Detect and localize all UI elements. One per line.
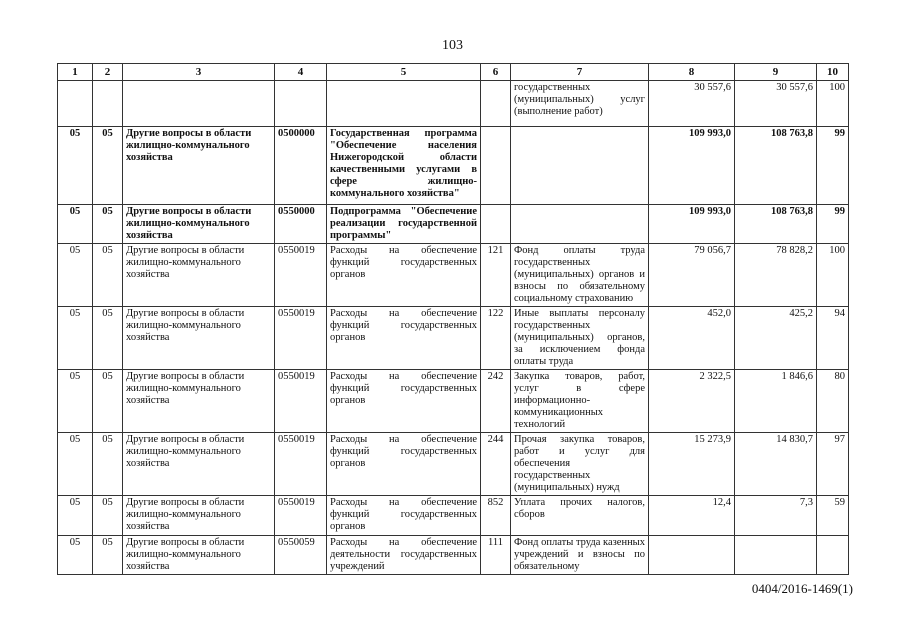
article-name-cell: Расходы на обеспечение функций государственных органов <box>327 370 481 433</box>
section-code-cell: 05 <box>58 536 93 575</box>
target-article-cell: 0550019 <box>275 433 327 496</box>
executed-amount-cell: 14 830,7 <box>735 433 817 496</box>
article-name-cell: Расходы на обеспечение функций государственных органов <box>327 433 481 496</box>
target-article-cell: 0550019 <box>275 370 327 433</box>
article-name-cell: Подпрограмма "Обеспечение реализации государственной программы" <box>327 205 481 244</box>
percent-cell: 94 <box>817 307 849 370</box>
section-name-cell: Другие вопросы в области жилищно-коммунального хозяйства <box>123 433 275 496</box>
article-name-cell: Расходы на обеспечение функций государственных органов <box>327 307 481 370</box>
planned-amount-cell: 30 557,6 <box>649 81 735 127</box>
expense-type-code-cell: 852 <box>481 496 511 536</box>
subsection-code-cell: 05 <box>93 433 123 496</box>
section-name-cell: Другие вопросы в области жилищно-коммунального хозяйства <box>123 536 275 575</box>
subsection-code-cell: 05 <box>93 244 123 307</box>
section-name-cell: Другие вопросы в области жилищно-коммунального хозяйства <box>123 370 275 433</box>
subsection-code-cell <box>93 81 123 127</box>
header-cell: 2 <box>93 64 123 81</box>
header-cell: 4 <box>275 64 327 81</box>
subsection-code-cell: 05 <box>93 127 123 205</box>
executed-amount-cell: 108 763,8 <box>735 205 817 244</box>
expense-type-code-cell: 244 <box>481 433 511 496</box>
expense-type-name-cell: Фонд оплаты труда государственных (муниципальных) органов и взносы по обязательному социальному страхованию <box>511 244 649 307</box>
article-name-cell: Расходы на обеспечение функций государственных органов <box>327 496 481 536</box>
table-row <box>58 244 849 307</box>
article-name-cell <box>327 81 481 127</box>
budget-table <box>57 63 849 575</box>
section-name-cell <box>123 81 275 127</box>
header-cell: 10 <box>817 64 849 81</box>
executed-amount-cell: 30 557,6 <box>735 81 817 127</box>
header-cell: 3 <box>123 64 275 81</box>
target-article-cell: 0550019 <box>275 244 327 307</box>
header-row <box>58 64 849 81</box>
subsection-code-cell: 05 <box>93 536 123 575</box>
executed-amount-cell: 7,3 <box>735 496 817 536</box>
table-row <box>58 127 849 205</box>
table-row <box>58 433 849 496</box>
section-code-cell: 05 <box>58 370 93 433</box>
executed-amount-cell <box>735 536 817 575</box>
expense-type-code-cell: 122 <box>481 307 511 370</box>
expense-type-code-cell: 121 <box>481 244 511 307</box>
planned-amount-cell: 15 273,9 <box>649 433 735 496</box>
expense-type-name-cell: государственных (муниципальных) услуг (выполнение работ) <box>511 81 649 127</box>
table-row <box>58 205 849 244</box>
table-row <box>58 81 849 127</box>
target-article-cell: 0550019 <box>275 496 327 536</box>
expense-type-code-cell: 111 <box>481 536 511 575</box>
section-name-cell: Другие вопросы в области жилищно-коммунального хозяйства <box>123 496 275 536</box>
subsection-code-cell: 05 <box>93 496 123 536</box>
section-name-cell: Другие вопросы в области жилищно-коммунального хозяйства <box>123 307 275 370</box>
percent-cell: 100 <box>817 81 849 127</box>
planned-amount-cell: 452,0 <box>649 307 735 370</box>
target-article-cell: 0550019 <box>275 307 327 370</box>
target-article-cell <box>275 81 327 127</box>
executed-amount-cell: 78 828,2 <box>735 244 817 307</box>
subsection-code-cell: 05 <box>93 307 123 370</box>
section-name-cell: Другие вопросы в области жилищно-коммунального хозяйства <box>123 244 275 307</box>
target-article-cell: 0550059 <box>275 536 327 575</box>
table-row <box>58 370 849 433</box>
section-name-cell: Другие вопросы в области жилищно-коммунального хозяйства <box>123 205 275 244</box>
expense-type-code-cell: 242 <box>481 370 511 433</box>
target-article-cell: 0500000 <box>275 127 327 205</box>
section-code-cell: 05 <box>58 127 93 205</box>
section-code-cell: 05 <box>58 244 93 307</box>
subsection-code-cell: 05 <box>93 370 123 433</box>
section-code-cell: 05 <box>58 433 93 496</box>
table-row <box>58 536 849 575</box>
section-code-cell: 05 <box>58 307 93 370</box>
expense-type-name-cell: Закупка товаров, работ, услуг в сфере информационно-коммуникационных технологий <box>511 370 649 433</box>
table-row <box>58 496 849 536</box>
article-name-cell: Расходы на обеспечение функций государственных органов <box>327 244 481 307</box>
header-cell: 1 <box>58 64 93 81</box>
page-number: 103 <box>442 38 463 53</box>
planned-amount-cell: 109 993,0 <box>649 127 735 205</box>
planned-amount-cell: 2 322,5 <box>649 370 735 433</box>
expense-type-name-cell <box>511 205 649 244</box>
header-cell: 7 <box>511 64 649 81</box>
header-cell: 6 <box>481 64 511 81</box>
document-code: 0404/2016-1469(1) <box>751 581 853 596</box>
table-row <box>58 307 849 370</box>
expense-type-name-cell <box>511 127 649 205</box>
header-cell: 8 <box>649 64 735 81</box>
percent-cell: 59 <box>817 496 849 536</box>
expense-type-name-cell: Прочая закупка товаров, работ и услуг для обеспечения государственных (муниципальных) нужд <box>511 433 649 496</box>
header-cell: 5 <box>327 64 481 81</box>
subsection-code-cell: 05 <box>93 205 123 244</box>
planned-amount-cell: 109 993,0 <box>649 205 735 244</box>
expense-type-code-cell <box>481 127 511 205</box>
percent-cell: 80 <box>817 370 849 433</box>
planned-amount-cell: 12,4 <box>649 496 735 536</box>
percent-cell: 99 <box>817 127 849 205</box>
planned-amount-cell <box>649 536 735 575</box>
section-code-cell: 05 <box>58 496 93 536</box>
expense-type-name-cell: Иные выплаты персоналу государственных (муниципальных) органов, за исключением фонда оплаты труда <box>511 307 649 370</box>
percent-cell <box>817 536 849 575</box>
executed-amount-cell: 425,2 <box>735 307 817 370</box>
executed-amount-cell: 108 763,8 <box>735 127 817 205</box>
percent-cell: 99 <box>817 205 849 244</box>
article-name-cell: Расходы на обеспечение деятельности государственных учреждений <box>327 536 481 575</box>
target-article-cell: 0550000 <box>275 205 327 244</box>
expense-type-code-cell <box>481 205 511 244</box>
expense-type-name-cell: Уплата прочих налогов, сборов <box>511 496 649 536</box>
percent-cell: 100 <box>817 244 849 307</box>
section-code-cell <box>58 81 93 127</box>
table-body <box>58 81 849 575</box>
planned-amount-cell: 79 056,7 <box>649 244 735 307</box>
section-code-cell: 05 <box>58 205 93 244</box>
section-name-cell: Другие вопросы в области жилищно-коммунального хозяйства <box>123 127 275 205</box>
percent-cell: 97 <box>817 433 849 496</box>
article-name-cell: Государственная программа "Обеспечение населения Нижегородской области качественными услугами в сфере жилищно-коммунального хозяйства" <box>327 127 481 205</box>
expense-type-code-cell <box>481 81 511 127</box>
expense-type-name-cell: Фонд оплаты труда казенных учреждений и взносы по обязательному <box>511 536 649 575</box>
executed-amount-cell: 1 846,6 <box>735 370 817 433</box>
header-cell: 9 <box>735 64 817 81</box>
